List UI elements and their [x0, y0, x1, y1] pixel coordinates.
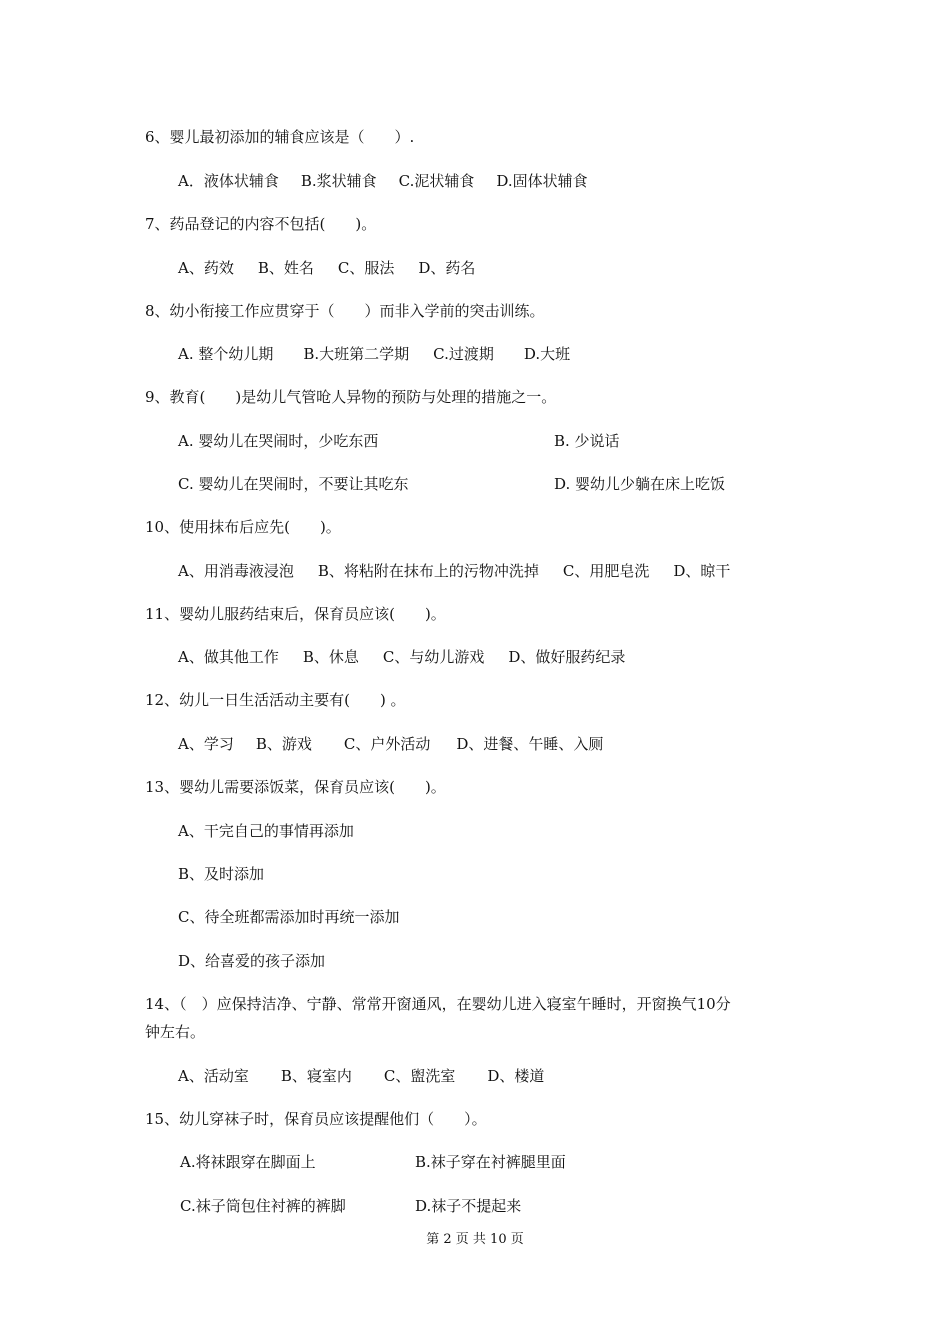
option-c: C、盥洗室	[383, 1067, 456, 1085]
question-11-options	[178, 647, 625, 667]
option-d: D、做好服药纪录	[508, 648, 626, 666]
question-13-option-c: C、待全班都需添加时再统一添加	[178, 908, 400, 926]
question-15: 15、幼儿穿袜子时，保育员应该提醒他们（ ）。	[145, 1110, 487, 1128]
option-a: A、做其他工作	[178, 648, 279, 666]
question-13-option-a: A、干完自己的事情再添加	[178, 822, 354, 840]
question-14-options	[178, 1066, 544, 1086]
question-15-option-a: A.将袜跟穿在脚面上	[180, 1153, 316, 1171]
question-7-options	[178, 258, 475, 278]
question-14: 14、（ ）应保持洁净、宁静、常常开窗通风，在婴幼儿进入寝室午睡时，开窗换气10分	[145, 995, 731, 1013]
option-d: D、晾干	[673, 562, 731, 580]
option-d: D.大班	[523, 345, 571, 363]
question-6-options	[178, 171, 588, 191]
option-a: A. 整个幼儿期	[178, 345, 274, 363]
option-b: B.大班第二学期	[303, 345, 410, 363]
option-b: B、将粘附在抹布上的污物冲洗掉	[317, 562, 539, 580]
question-9: 9、教育( )是幼儿气管呛人异物的预防与处理的措施之一。	[145, 388, 557, 406]
question-10-options	[178, 561, 730, 581]
option-c: C、服法	[337, 259, 395, 277]
option-c: C、与幼儿游戏	[382, 648, 485, 666]
option-c: C.过渡期	[433, 345, 494, 363]
option-b: B.浆状辅食	[300, 172, 377, 190]
option-b: B、游戏	[255, 735, 312, 753]
question-15-option-b: B.袜子穿在衬裤腿里面	[415, 1153, 566, 1171]
option-d: D、进餐、午睡、入厕	[456, 735, 604, 753]
question-6: 6、婴儿最初添加的辅食应该是（ ）.	[145, 128, 415, 146]
option-a: A、用消毒液浸泡	[178, 562, 294, 580]
question-15-option-d: D.袜子不提起来	[415, 1197, 522, 1215]
option-a: A．液体状辅食	[178, 172, 279, 190]
question-10: 10、使用抹布后应先( )。	[145, 518, 341, 536]
option-b: B、姓名	[257, 259, 314, 277]
option-b: B、寝室内	[280, 1067, 352, 1085]
question-8: 8、幼小衔接工作应贯穿于（ ）而非入学前的突击训练。	[145, 302, 545, 320]
option-c: C、户外活动	[343, 735, 431, 753]
question-9-option-a: A. 婴幼儿在哭闹时，少吃东西	[178, 432, 379, 450]
question-7: 7、药品登记的内容不包括( )。	[145, 215, 377, 233]
option-d: D.固体状辅食	[496, 172, 588, 190]
page-footer: 第 2 页 共 10 页	[426, 1232, 524, 1247]
question-12: 12、幼儿一日生活活动主要有( ) 。	[145, 691, 406, 709]
option-c: C.泥状辅食	[398, 172, 475, 190]
question-14-continued: 钟左右。	[145, 1023, 206, 1041]
question-13-option-b: B、及时添加	[178, 865, 265, 883]
option-a: A、学习	[178, 735, 234, 753]
option-d: D、楼道	[487, 1067, 545, 1085]
question-8-options	[178, 344, 570, 364]
option-b: B、休息	[302, 648, 359, 666]
question-15-option-c: C.袜子筒包住衬裤的裤脚	[180, 1197, 346, 1215]
question-9-option-c: C. 婴幼儿在哭闹时，不要让其吃东	[178, 475, 409, 493]
option-d: D、药名	[418, 259, 476, 277]
option-a: A、药效	[178, 259, 234, 277]
question-9-option-d: D. 婴幼儿少躺在床上吃饭	[554, 475, 726, 493]
option-c: C、用肥皂洗	[562, 562, 650, 580]
question-9-option-b: B. 少说话	[554, 432, 620, 450]
question-13: 13、婴幼儿需要添饭菜，保育员应该( )。	[145, 778, 446, 796]
question-11: 11、婴幼儿服药结束后，保育员应该( )。	[145, 605, 446, 623]
question-13-option-d: D、给喜爱的孩子添加	[178, 952, 326, 970]
question-12-options	[178, 734, 603, 754]
option-a: A、活动室	[178, 1067, 249, 1085]
